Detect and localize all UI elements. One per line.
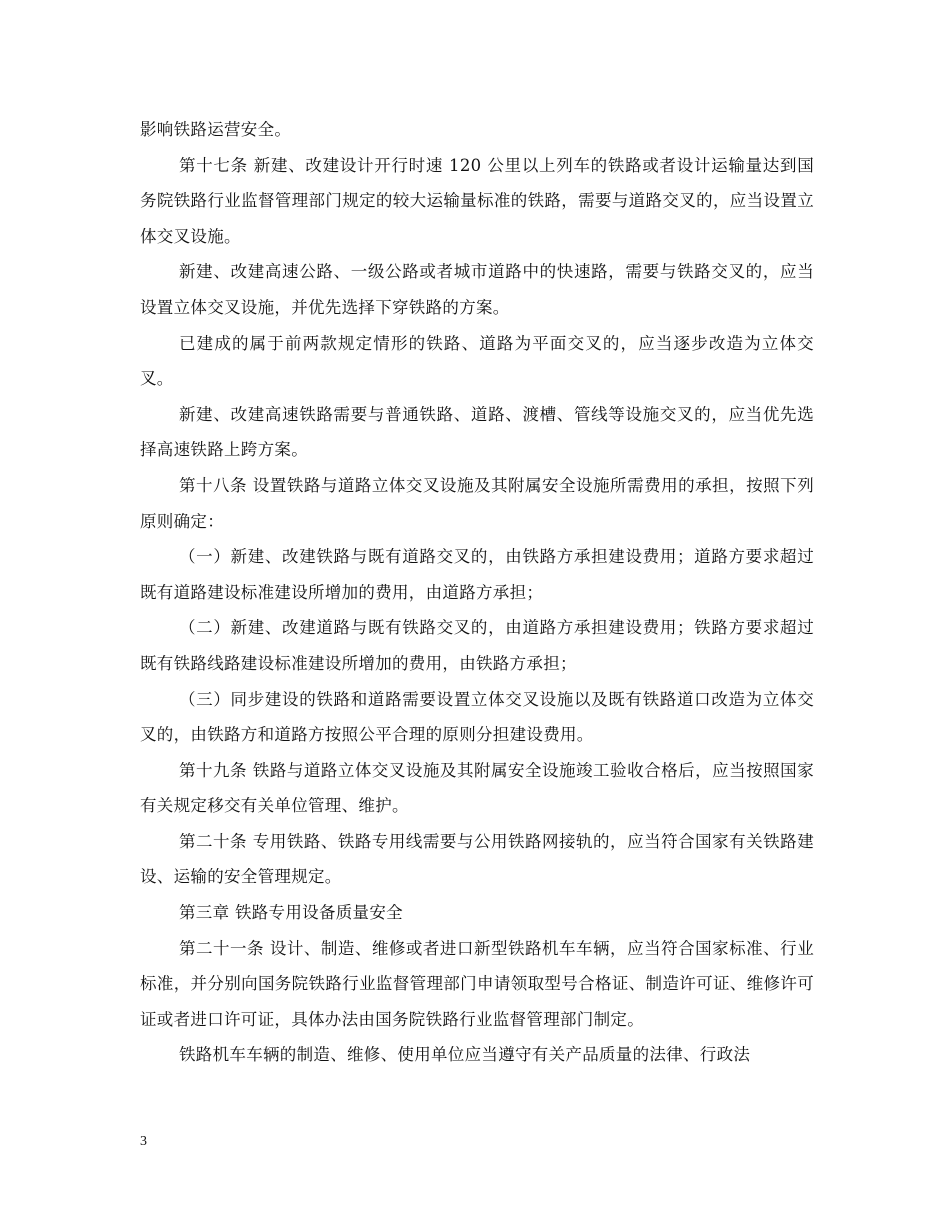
page-number: 3 [140,1134,147,1149]
paragraph: 影响铁路运营安全。 [140,120,292,139]
paragraph: 第二十一条 设计、制造、维修或者进口新型铁路机车车辆，应当符合国家标准、行业标准，并分别向国务院铁路行业监督管理部门申请领取型号合格证、制造许可证、维修许可证或者进口许可证，具体办法由国务院铁路行业监督管理部门制定。 [140,938,814,1029]
paragraph: 第十七条 新建、改建设计开行时速 120 公里以上列车的铁路或者设计运输量达到国务院铁路行业监督管理部门规定的较大运输量标准的铁路，需要与道路交叉的，应当设置立体交叉设施。 [140,155,814,246]
paragraph: 第十八条 设置铁路与道路立体交叉设施及其附属安全设施所需费用的承担，按照下列原则确定： [140,475,814,531]
paragraph: 新建、改建高速公路、一级公路或者城市道路中的快速路，需要与铁路交叉的，应当设置立体交叉设施，并优先选择下穿铁路的方案。 [140,262,814,317]
paragraph: （三）同步建设的铁路和道路需要设置立体交叉设施以及既有铁路道口改造为立体交叉的，由铁路方和道路方按照公平合理的原则分担建设费用。 [140,689,814,745]
paragraph: 铁路机车车辆的制造、维修、使用单位应当遵守有关产品质量的法律、行政法 [179,1045,751,1065]
paragraph: 已建成的属于前两款规定情形的铁路、道路为平面交叉的，应当逐步改造为立体交叉。 [140,333,814,389]
document-body [140,112,814,1073]
paragraph: 新建、改建高速铁路需要与普通铁路、道路、渡槽、管线等设施交叉的，应当优先选择高速铁路上跨方案。 [140,404,814,460]
chapter-heading: 第三章 铁路专用设备质量安全 [179,903,403,923]
paragraph: 第二十条 专用铁路、铁路专用线需要与公用铁路网接轨的，应当符合国家有关铁路建设、运输的安全管理规定。 [140,831,814,887]
paragraph: 第十九条 铁路与道路立体交叉设施及其附属安全设施竣工验收合格后，应当按照国家有关规定移交有关单位管理、维护。 [140,760,814,816]
paragraph: （二）新建、改建道路与既有铁路交叉的，由道路方承担建设费用；铁路方要求超过既有铁路线路建设标准建设所增加的费用，由铁路方承担； [140,618,814,673]
paragraph: （一）新建、改建铁路与既有道路交叉的，由铁路方承担建设费用；道路方要求超过既有道路建设标准建设所增加的费用，由道路方承担； [140,547,814,602]
